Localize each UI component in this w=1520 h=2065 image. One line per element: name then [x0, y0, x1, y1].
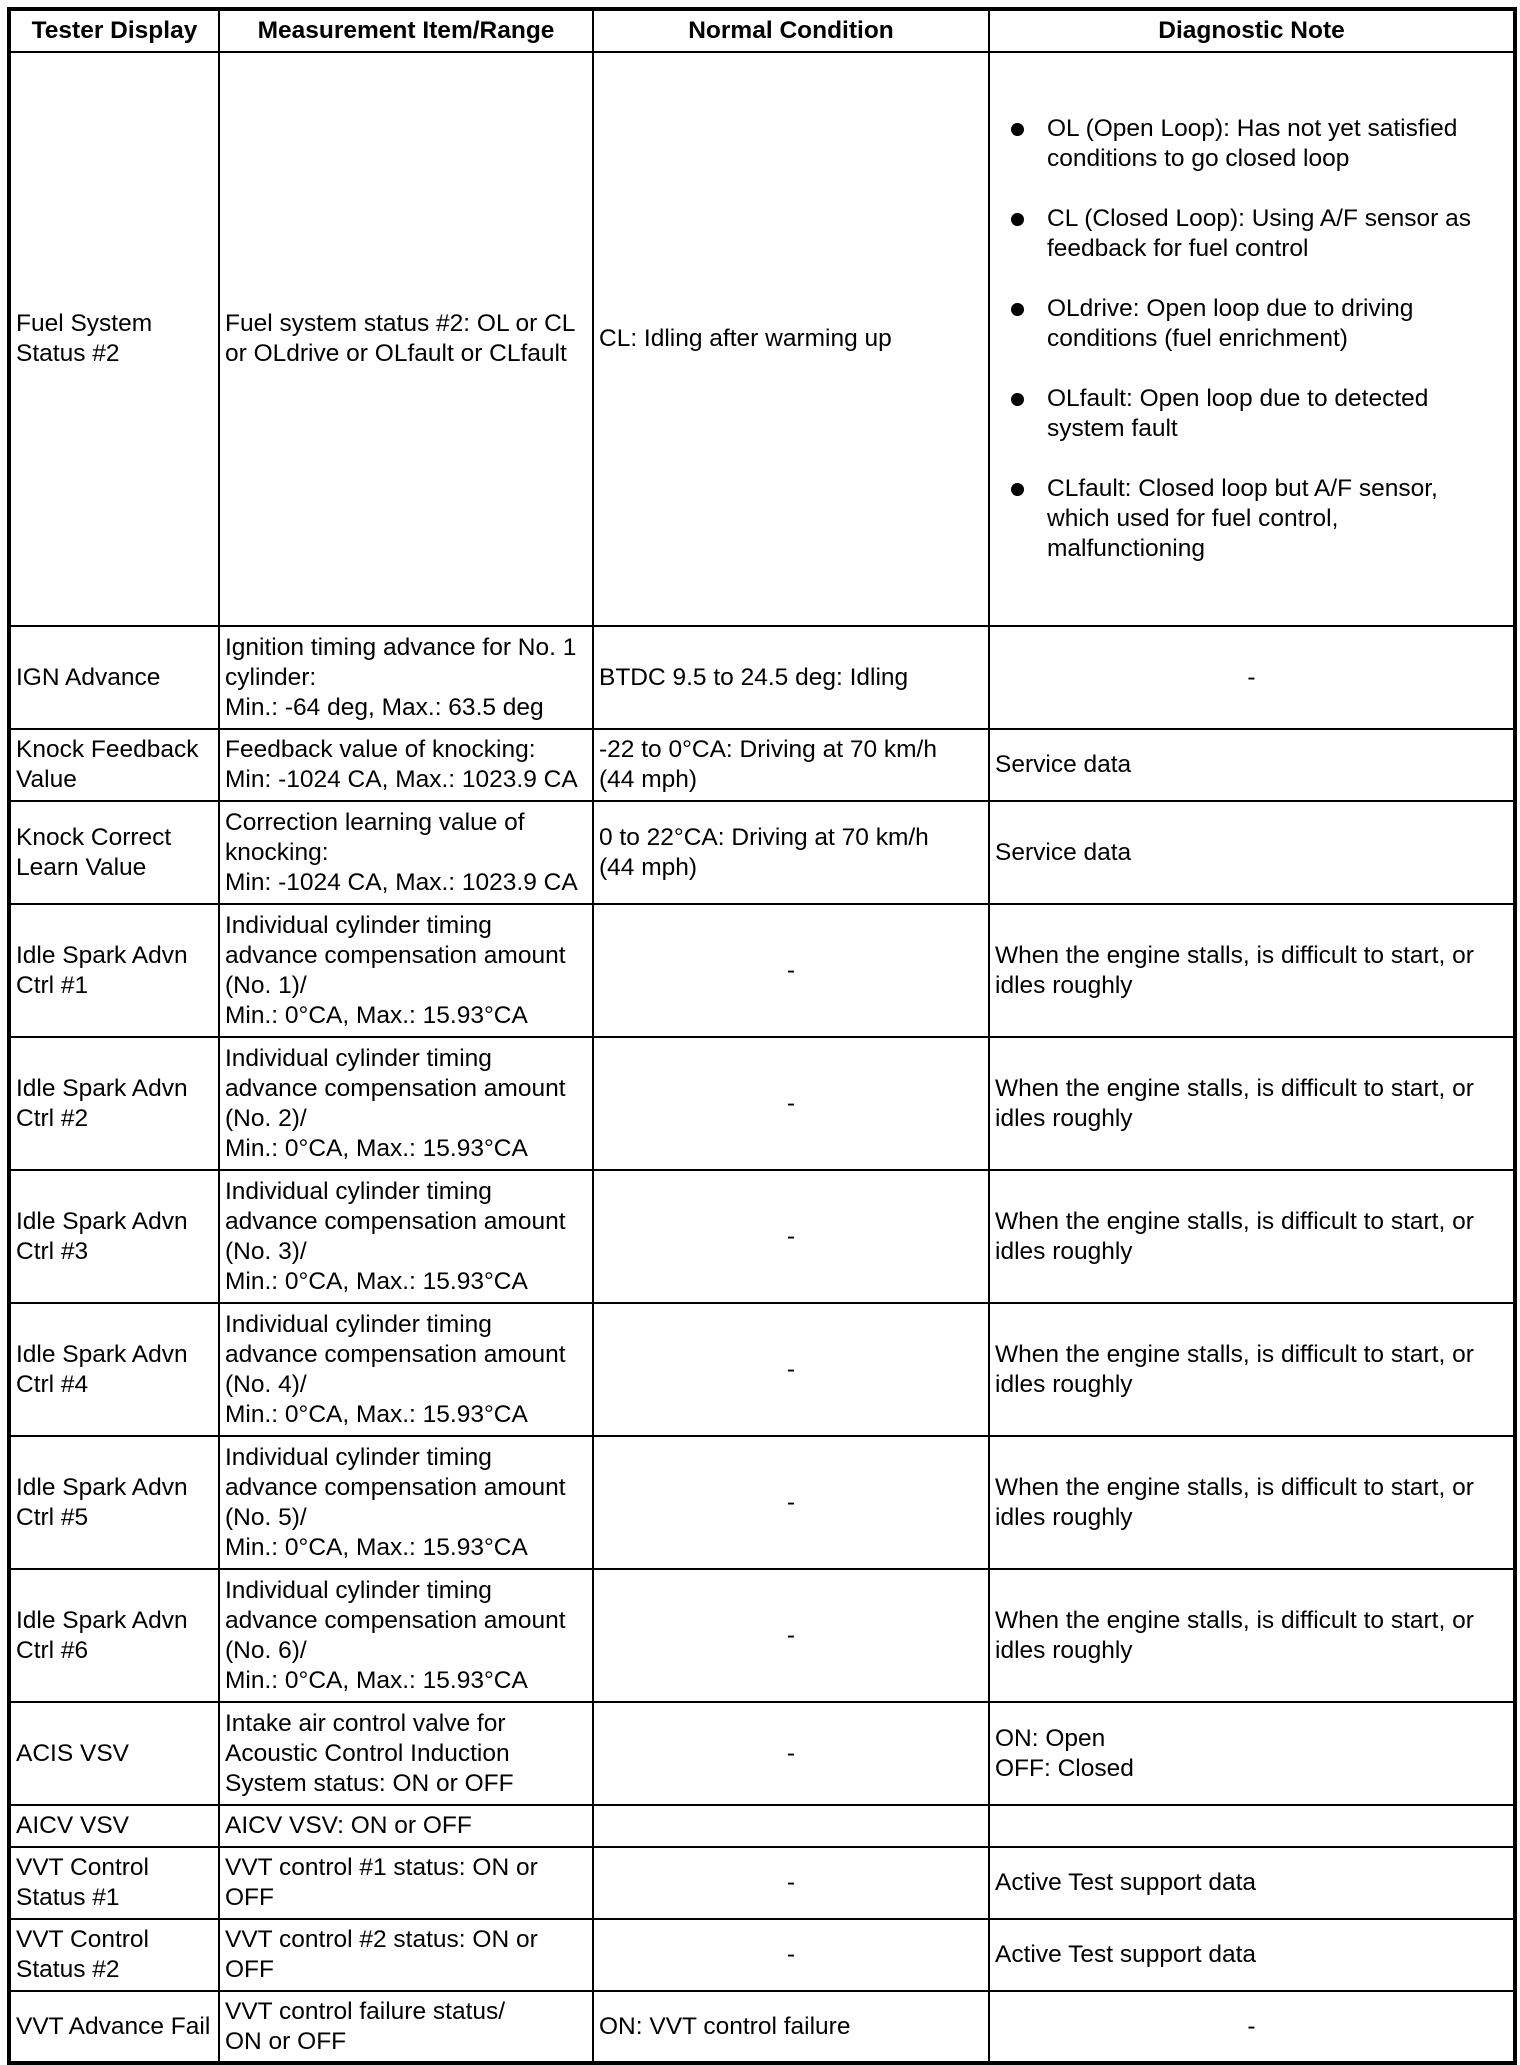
diagnostic-note-cell: [989, 52, 1515, 626]
header-normal-condition: Normal Condition: [593, 9, 989, 52]
normal-condition-cell: -: [593, 1847, 989, 1919]
tester-display-cell: VVT Control Status #2: [9, 1919, 219, 1991]
table-row: [9, 729, 1515, 801]
note-bullet-item: OLdrive: Open loop due to driving conditions (fuel enrichment): [1047, 294, 1508, 354]
note-bullet-item: OLfault: Open loop due to detected system fault: [1047, 384, 1508, 444]
table-row: [9, 1702, 1515, 1805]
measurement-cell: Ignition timing advance for No. 1 cylinder: Min.: -64 deg, Max.: 63.5 deg: [219, 626, 593, 729]
tester-display-cell: Idle Spark Advn Ctrl #5: [9, 1436, 219, 1569]
tester-display-cell: Knock Correct Learn Value: [9, 801, 219, 904]
header-tester-display: Tester Display: [9, 9, 219, 52]
tester-display-cell: Idle Spark Advn Ctrl #2: [9, 1037, 219, 1170]
normal-condition-cell: CL: Idling after warming up: [593, 52, 989, 626]
measurement-cell: Intake air control valve for Acoustic Control Induction System status: ON or OFF: [219, 1702, 593, 1805]
table-row: [9, 1805, 1515, 1847]
tester-display-cell: VVT Control Status #1: [9, 1847, 219, 1919]
diagnostic-note-cell: Service data: [989, 729, 1515, 801]
normal-condition-cell: [593, 1805, 989, 1847]
tester-display-cell: Idle Spark Advn Ctrl #6: [9, 1569, 219, 1702]
tester-display-cell: VVT Advance Fail: [9, 1991, 219, 2063]
table-row: [9, 52, 1515, 626]
normal-condition-cell: 0 to 22°CA: Driving at 70 km/h (44 mph): [593, 801, 989, 904]
diagnostic-data-table: [7, 7, 1517, 2065]
diagnostic-note-cell: When the engine stalls, is difficult to start, or idles roughly: [989, 1037, 1515, 1170]
diagnostic-note-cell: When the engine stalls, is difficult to start, or idles roughly: [989, 1170, 1515, 1303]
table-row: [9, 1170, 1515, 1303]
normal-condition-cell: -: [593, 1569, 989, 1702]
measurement-cell: VVT control failure status/ ON or OFF: [219, 1991, 593, 2063]
measurement-cell: VVT control #1 status: ON or OFF: [219, 1847, 593, 1919]
normal-condition-cell: -: [593, 1170, 989, 1303]
measurement-cell: Individual cylinder timing advance compensation amount (No. 4)/ Min.: 0°CA, Max.: 15.93°CA: [219, 1303, 593, 1436]
normal-condition-cell: ON: VVT control failure: [593, 1991, 989, 2063]
measurement-cell: Feedback value of knocking: Min: -1024 CA, Max.: 1023.9 CA: [219, 729, 593, 801]
tester-display-cell: IGN Advance: [9, 626, 219, 729]
diagnostic-note-cell: When the engine stalls, is difficult to start, or idles roughly: [989, 904, 1515, 1037]
table-row: [9, 1991, 1515, 2063]
measurement-cell: Individual cylinder timing advance compensation amount (No. 5)/ Min.: 0°CA, Max.: 15.93°CA: [219, 1436, 593, 1569]
header-measurement-item: Measurement Item/Range: [219, 9, 593, 52]
note-bullet-list: [995, 84, 1508, 594]
normal-condition-cell: -22 to 0°CA: Driving at 70 km/h (44 mph): [593, 729, 989, 801]
diagnostic-note-cell: [989, 1805, 1515, 1847]
measurement-cell: VVT control #2 status: ON or OFF: [219, 1919, 593, 1991]
normal-condition-cell: -: [593, 1037, 989, 1170]
measurement-cell: Individual cylinder timing advance compensation amount (No. 3)/ Min.: 0°CA, Max.: 15.93°CA: [219, 1170, 593, 1303]
normal-condition-cell: -: [593, 904, 989, 1037]
measurement-cell: AICV VSV: ON or OFF: [219, 1805, 593, 1847]
note-bullet-item: OL (Open Loop): Has not yet satisfied conditions to go closed loop: [1047, 114, 1508, 174]
normal-condition-cell: -: [593, 1919, 989, 1991]
table-row: [9, 1569, 1515, 1702]
tester-display-cell: Idle Spark Advn Ctrl #3: [9, 1170, 219, 1303]
tester-display-cell: Fuel System Status #2: [9, 52, 219, 626]
measurement-cell: Individual cylinder timing advance compensation amount (No. 1)/ Min.: 0°CA, Max.: 15.93°CA: [219, 904, 593, 1037]
diagnostic-note-cell: -: [989, 626, 1515, 729]
tester-display-cell: Knock Feedback Value: [9, 729, 219, 801]
diagnostic-note-cell: When the engine stalls, is difficult to start, or idles roughly: [989, 1436, 1515, 1569]
diagnostic-note-cell: -: [989, 1991, 1515, 2063]
table-row: [9, 904, 1515, 1037]
table-row: [9, 1436, 1515, 1569]
table-row: [9, 1037, 1515, 1170]
normal-condition-cell: -: [593, 1436, 989, 1569]
table-row: [9, 1303, 1515, 1436]
note-bullet-item: CLfault: Closed loop but A/F sensor, which used for fuel control, malfunctioning: [1047, 474, 1508, 564]
tester-display-cell: Idle Spark Advn Ctrl #4: [9, 1303, 219, 1436]
diagnostic-note-cell: Service data: [989, 801, 1515, 904]
diagnostic-note-cell: When the engine stalls, is difficult to start, or idles roughly: [989, 1569, 1515, 1702]
header-diagnostic-note: Diagnostic Note: [989, 9, 1515, 52]
tester-display-cell: ACIS VSV: [9, 1702, 219, 1805]
diagnostic-note-cell: Active Test support data: [989, 1919, 1515, 1991]
tester-display-cell: Idle Spark Advn Ctrl #1: [9, 904, 219, 1037]
measurement-cell: Individual cylinder timing advance compensation amount (No. 6)/ Min.: 0°CA, Max.: 15.93°CA: [219, 1569, 593, 1702]
table-row: [9, 626, 1515, 729]
table-row: [9, 1847, 1515, 1919]
diagnostic-note-cell: Active Test support data: [989, 1847, 1515, 1919]
table-row: [9, 1919, 1515, 1991]
normal-condition-cell: -: [593, 1303, 989, 1436]
measurement-cell: Fuel system status #2: OL or CL or OLdrive or OLfault or CLfault: [219, 52, 593, 626]
diagnostic-note-cell: ON: Open OFF: Closed: [989, 1702, 1515, 1805]
diagnostic-note-cell: When the engine stalls, is difficult to start, or idles roughly: [989, 1303, 1515, 1436]
measurement-cell: Correction learning value of knocking: Min: -1024 CA, Max.: 1023.9 CA: [219, 801, 593, 904]
measurement-cell: Individual cylinder timing advance compensation amount (No. 2)/ Min.: 0°CA, Max.: 15.93°CA: [219, 1037, 593, 1170]
note-bullet-item: CL (Closed Loop): Using A/F sensor as feedback for fuel control: [1047, 204, 1508, 264]
table-row: [9, 801, 1515, 904]
normal-condition-cell: BTDC 9.5 to 24.5 deg: Idling: [593, 626, 989, 729]
tester-display-cell: AICV VSV: [9, 1805, 219, 1847]
normal-condition-cell: -: [593, 1702, 989, 1805]
header-row: [9, 9, 1515, 52]
